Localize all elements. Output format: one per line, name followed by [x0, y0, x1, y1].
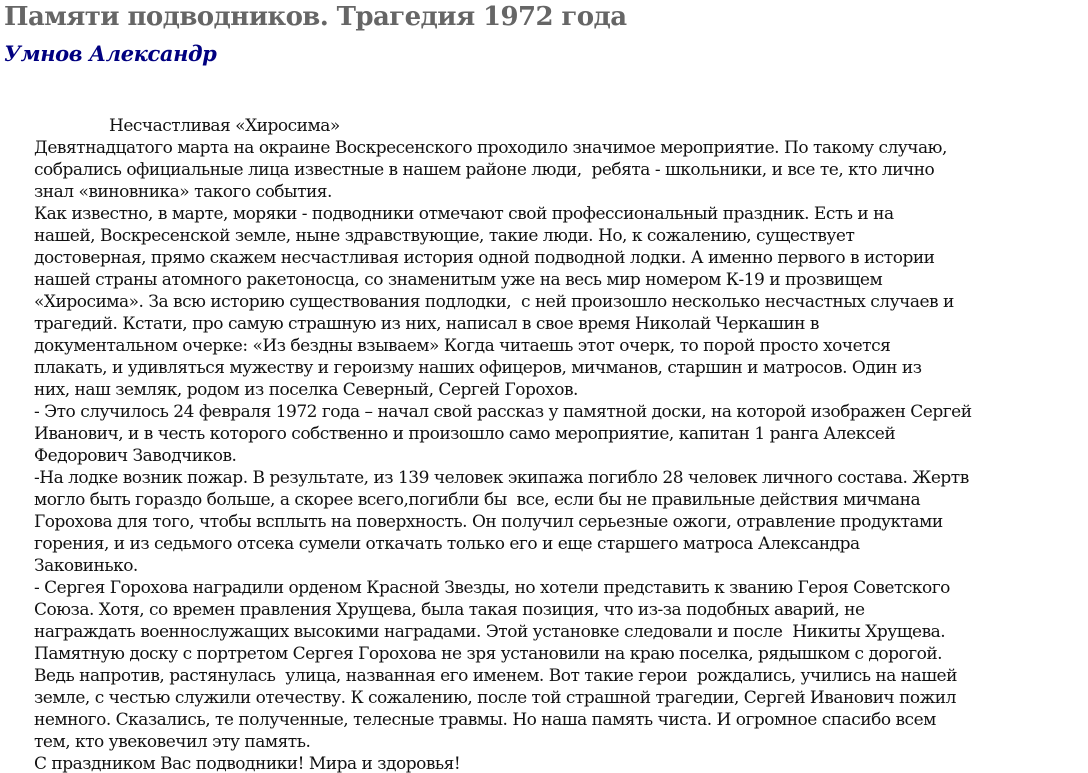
- text-line: Заковинько.: [34, 556, 138, 576]
- text-line: Федорович Заводчиков.: [34, 446, 237, 466]
- text-line: награждать военнослужащих высокими наградами. Этой установке следовали и после Никиты Хрущева.: [34, 622, 946, 642]
- text-line: собрались официальные лица известные в нашем районе люди, ребята - школьники, и все те, кто лично: [34, 160, 935, 180]
- text-line: Девятнадцатого марта на окраине Воскресенского проходило значимое мероприятие. По такому случаю,: [34, 138, 947, 158]
- text-line: трагедий. Кстати, про самую страшную из них, написал в свое время Николай Черкашин в: [34, 314, 819, 334]
- text-line: - Сергея Горохова наградили орденом Красной Звезды, но хотели представить к званию Героя Советского: [34, 578, 950, 598]
- text-line: Памятную доску с портретом Сергея Горохова не зря установили на краю поселка, рядышком с дорогой.: [34, 644, 943, 664]
- text-line: горения, и из седьмого отсека сумели откачать только его и еще старшего матроса Александра: [34, 534, 860, 554]
- text-line: -На лодке возник пожар. В результате, из 139 человек экипажа погибло 28 человек личного состава. Жертв: [34, 468, 969, 488]
- text-line: документальном очерке: «Из бездны взываем» Когда читаешь этот очерк, то порой просто хочется: [34, 336, 891, 356]
- text-line: плакать, и удивляться мужеству и героизму наших офицеров, мичманов, старшин и матросов. Один из: [34, 358, 922, 378]
- text-line: нашей страны атомного ракетоносца, со знаменитым уже на весь мир номером К-19 и прозвищем: [34, 270, 883, 290]
- article-body: [34, 115, 1034, 773]
- closing-line: С праздником Вас подводники! Мира и здоровья!: [34, 754, 461, 773]
- text-line: могло быть гораздо больше, а скорее всего,погибли бы все, если бы не правильные действия мичмана: [34, 490, 921, 510]
- article-author: Умнов Александр: [4, 41, 217, 66]
- text-line: Иванович, и в честь которого собственно и произошло само мероприятие, капитан 1 ранга Алексей: [34, 424, 896, 444]
- text-line: Как известно, в марте, моряки - подводники отмечают свой профессиональный праздник. Есть и на: [34, 204, 894, 224]
- text-line: нашей, Воскресенской земле, ныне здравствующие, такие люди. Но, к сожалению, существует: [34, 226, 855, 246]
- text-line: знал «виновника» такого события.: [34, 182, 332, 202]
- text-line: них, наш земляк, родом из поселка Северный, Сергей Горохов.: [34, 380, 578, 400]
- text-line: земле, с честью служили отечеству. К сожалению, после той страшной трагедии, Сергей Иванович пожил: [34, 688, 956, 708]
- text-line: немного. Сказались, те полученные, телесные травмы. Но наша память чиста. И огромное спасибо всем: [34, 710, 936, 730]
- article-subtitle: Несчастливая «Хиросима»: [109, 116, 340, 136]
- text-line: - Это случилось 24 февраля 1972 года – начал свой рассказ у памятной доски, на которой изображен Сергей: [34, 402, 972, 422]
- text-line: тем, кто увековечил эту память.: [34, 732, 311, 752]
- article-title: Памяти подводников. Трагедия 1972 года: [4, 2, 627, 32]
- text-line: Союза. Хотя, со времен правления Хрущева, была такая позиция, что из-за подобных аварий, не: [34, 600, 865, 620]
- text-line: Горохова для того, чтобы всплыть на поверхность. Он получил серьезные ожоги, отравление продуктами: [34, 512, 943, 532]
- text-line: «Хиросима». За всю историю существования подлодки, с ней произошло несколько несчастных случаев и: [34, 292, 954, 312]
- text-line: Ведь напротив, растянулась улица, названная его именем. Вот такие герои рождались, учились на нашей: [34, 666, 957, 686]
- text-line: достоверная, прямо скажем несчастливая история одной подводной лодки. А именно первого в истории: [34, 248, 935, 268]
